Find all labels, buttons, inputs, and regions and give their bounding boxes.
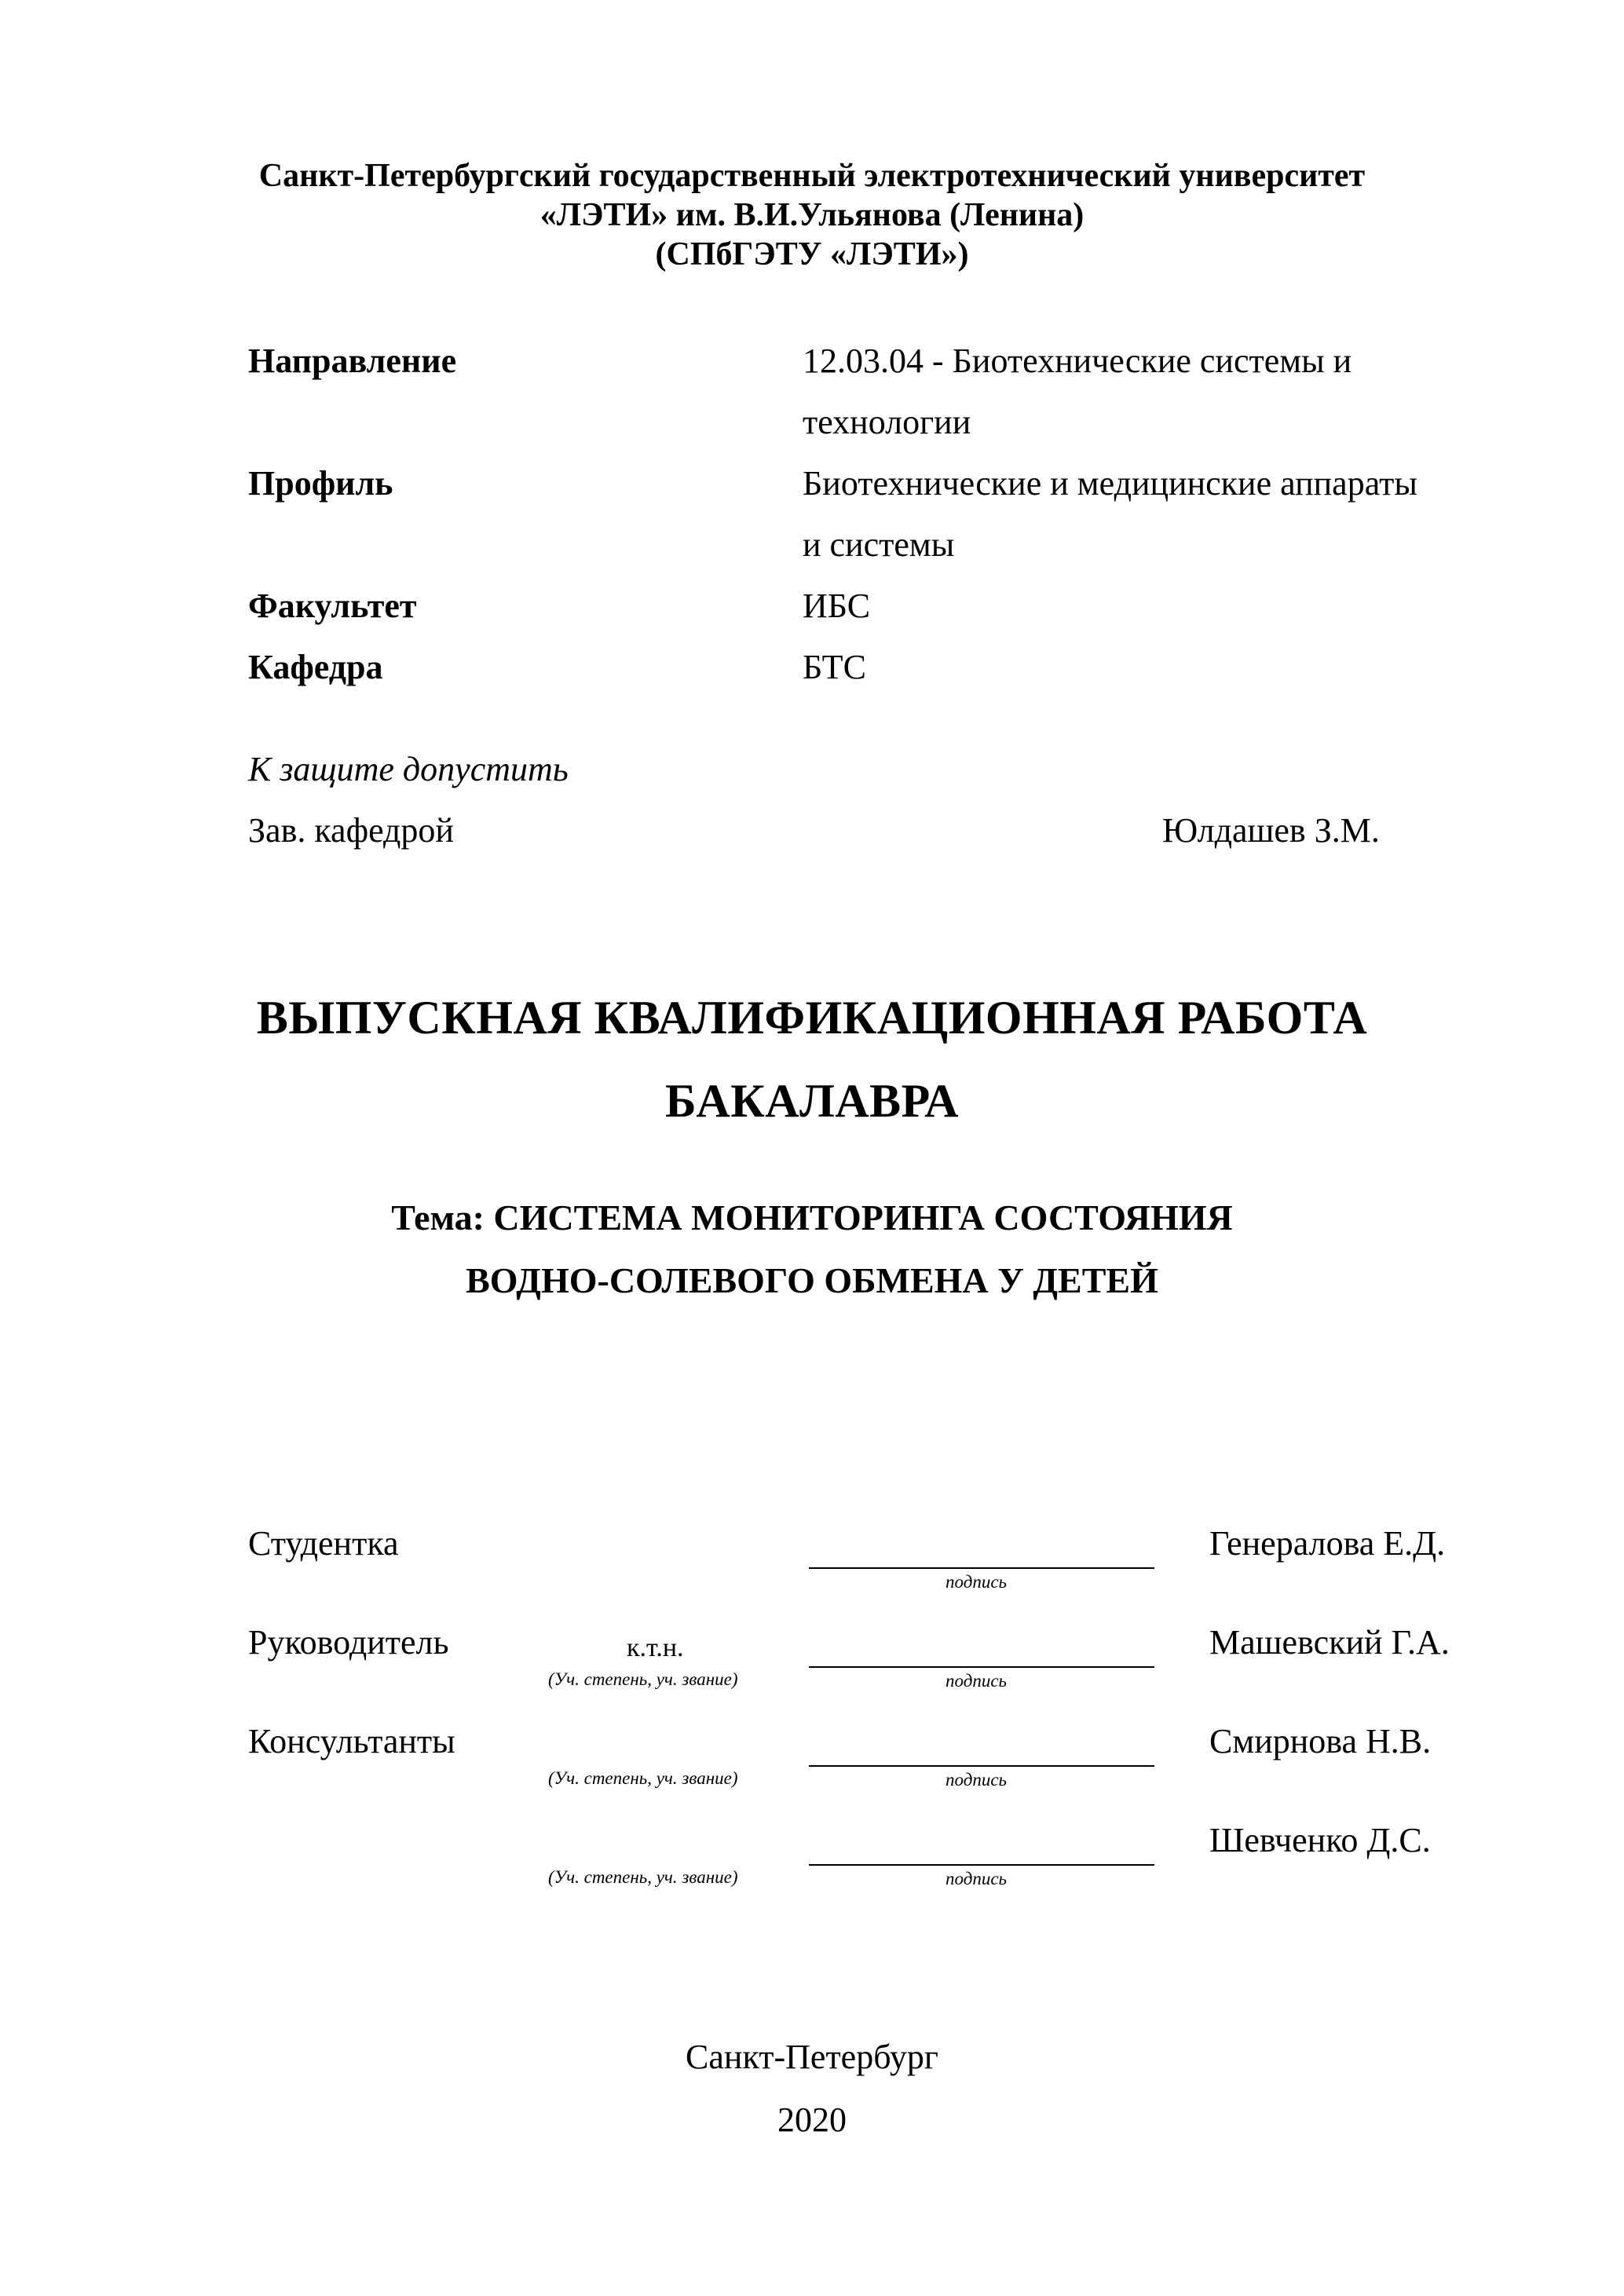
supervisor-signature-caption: подпись xyxy=(946,1671,1008,1691)
student-label: Студентка xyxy=(248,1524,399,1563)
university-abbreviation: (СПбГЭТУ «ЛЭТИ») xyxy=(655,236,969,272)
faculty-label: Факультет xyxy=(248,587,417,625)
profile-value-line2: и системы xyxy=(803,525,955,564)
profile-label: Профиль xyxy=(248,464,393,503)
supervisor-label: Руководитель xyxy=(248,1623,449,1662)
consultant1-signature-line xyxy=(809,1765,1154,1767)
profile-value-line1: Биотехнические и медицинские аппараты xyxy=(803,464,1417,503)
faculty-value: ИБС xyxy=(803,587,871,625)
supervisor-name: Машевский Г.А. xyxy=(1209,1623,1450,1662)
student-signature-line xyxy=(809,1567,1154,1569)
work-title-line1: ВЫПУСКНАЯ КВАЛИФИКАЦИОННАЯ РАБОТА xyxy=(256,992,1368,1044)
consultants-label: Консультанты xyxy=(248,1722,455,1760)
consultant2-degree-caption: (Уч. степень, уч. звание) xyxy=(548,1867,738,1887)
consultant1-degree-caption: (Уч. степень, уч. звание) xyxy=(548,1768,738,1788)
consultant2-signature-caption: подпись xyxy=(946,1869,1008,1888)
year: 2020 xyxy=(777,2100,847,2139)
direction-value-line1: 12.03.04 - Биотехнические системы и xyxy=(803,342,1352,380)
city: Санкт-Петербург xyxy=(686,2038,938,2076)
topic-line1: Тема: СИСТЕМА МОНИТОРИНГА СОСТОЯНИЯ xyxy=(391,1197,1233,1238)
consultant2-name: Шевченко Д.С. xyxy=(1209,1821,1431,1859)
university-name-line2: «ЛЭТИ» им. В.И.Ульянова (Ленина) xyxy=(540,197,1084,233)
consultant2-signature-line xyxy=(809,1864,1154,1866)
supervisor-degree-caption: (Уч. степень, уч. звание) xyxy=(548,1669,738,1689)
department-value: БТС xyxy=(803,648,866,686)
student-signature-caption: подпись xyxy=(946,1572,1008,1592)
supervisor-degree: к.т.н. xyxy=(627,1633,684,1662)
work-title-line2: БАКАЛАВРА xyxy=(665,1075,959,1127)
university-name-line1: Санкт-Петербургский государственный электротехнический университет xyxy=(258,158,1366,194)
direction-value-line2: технологии xyxy=(803,403,971,441)
admit-to-defense: К защите допустить xyxy=(248,750,569,788)
student-name: Генералова Е.Д. xyxy=(1209,1524,1446,1563)
consultant1-name: Смирнова Н.В. xyxy=(1209,1722,1432,1760)
direction-label: Направление xyxy=(248,342,457,380)
topic-line2: ВОДНО-СОЛЕВОГО ОБМЕНА У ДЕТЕЙ xyxy=(466,1260,1158,1300)
consultant1-signature-caption: подпись xyxy=(946,1770,1008,1790)
department-label: Кафедра xyxy=(248,648,383,686)
supervisor-signature-line xyxy=(809,1666,1154,1668)
head-of-department-name: Юлдашев З.М. xyxy=(1162,811,1380,850)
head-of-department-label: Зав. кафедрой xyxy=(248,811,454,850)
